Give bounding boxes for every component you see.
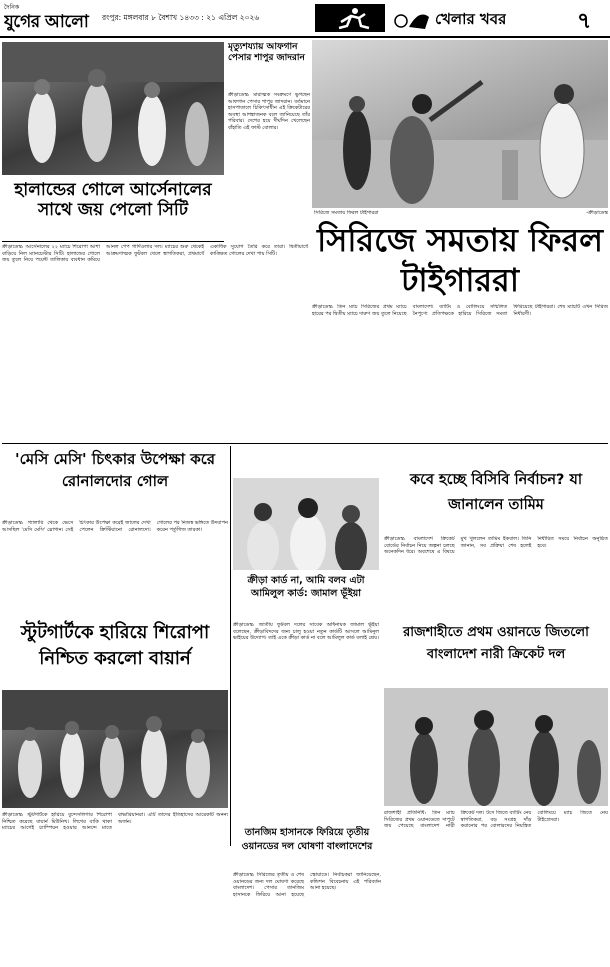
- city-headline: হালান্ডের গোলে আর্সেনালের সাথে জয় পেলো সিটি: [14, 180, 212, 221]
- tanzim-article-body: [233, 872, 381, 964]
- page-number: ৭: [577, 9, 592, 32]
- cricket-photo-credit: -ক্রীড়াডেস্ক: [586, 210, 608, 216]
- runner-icon: [315, 4, 385, 32]
- afghan-lead: ক্রীড়াডেস্ক: মারাত্মক সংক্রমণে ভুগছেন আফগান পেসার শাপুর জাদরান। বর্তমানে হাসপাতালে চিকিৎসাধীন এই ক্রিকেটারের অবস্থা আশঙ্কাজনক বলে জানিয়েছে তাঁর পরিবার। দেশের হয়ে দীর্ঘদিন খেলেছেন বাঁহাতি এই ফাস্ট বোলার।: [228, 92, 310, 131]
- cricket-photo: [312, 40, 608, 208]
- tanzim-headline: তানজিম হাসানকে ফিরিয়ে তৃতীয় ওয়ানডের দল ঘোষণা বাংলাদেশের: [241, 827, 373, 852]
- card-lead: ক্রীড়াডেস্ক: জাতীয় ফুটবল দলের সাবেক অধিনায়ক জামাল ভূঁইয়া বলেছেন, ক্রীড়াবিদদের জন্য চালু হওয়া নতুন কার্ডটি আসলে আমিনুল ভাইয়ের উদ্যোগ। তাই একে ক্রীড়া কার্ড না বলে আমিলুল কার্ড বলাই শ্রেয়।: [233, 622, 379, 642]
- women-lead: রাজশাহী প্রতিনিধি: তিন ম্যাচ সিরিজের প্রথম ওয়ানডেতে দাপুটে জয় পেয়েছে বাংলাদেশ নারী ক্রিকেট দল। টসে জিতে ব্যাটিং নেয় স্বাগতিকরা, বড় সংগ্রহ দাঁড় করানোর পর বোলারদের নিয়ন্ত্রিত বোলিংয়ে ম্যাচ জিতে নেয় টাইগ্রেসরা।: [384, 810, 608, 830]
- series-article-body: [312, 304, 608, 440]
- women-players-image: [384, 688, 608, 806]
- jamal-photo: [233, 478, 379, 570]
- batsman-image: [312, 40, 608, 208]
- players-celebrating-image: [2, 42, 224, 175]
- section-banner: [315, 4, 610, 32]
- bcb-lead: ক্রীড়াডেস্ক: বাংলাদেশ ক্রিকেট বোর্ডের নির্বাচন নিয়ে জল্পনা চলছে অনেকদিন ধরে। অবশেষে এ বিষয়ে মুখ খুললেন তামিম ইকবাল। তিনি জানান, সব প্রক্রিয়া শেষ হলেই নির্ধারিত সময়ে নির্বাচন অনুষ্ঠিত হবে।: [384, 536, 608, 556]
- award-ceremony-image: [233, 478, 379, 570]
- logo-prefix: দৈনিক: [4, 4, 20, 11]
- women-article-body: [384, 810, 608, 964]
- newspaper-logo: [4, 2, 100, 34]
- divider: [2, 241, 224, 242]
- women-headline: রাজশাহীতে প্রথম ওয়ানডে জিতলো বাংলাদেশ নারী ক্রিকেট দল: [403, 625, 589, 662]
- afghan-article-body: [228, 92, 310, 240]
- bcb-headline: কবে হচ্ছে বিসিবি নির্বাচন? যা জানালেন তামিম: [409, 472, 583, 513]
- divider: [2, 443, 608, 444]
- messi-lead: ক্রীড়াডেস্ক: গ্যালারি থেকে ভেসে আসছিল 'মেসি মেসি' স্লোগান। সেই চিৎকার উপেক্ষা করেই জালের দেখা পেলেন ক্রিস্টিয়ানো রোনালদো। গোলের পর নিজস্ব ভঙ্গিতে উদযাপন করেন পর্তুগিজ তারকা।: [2, 520, 228, 533]
- banner-black-block: [315, 4, 385, 32]
- bcb-article-body: [384, 536, 608, 618]
- women-cricket-photo: [384, 688, 608, 806]
- city-article-body: [2, 244, 308, 440]
- bayern-headline: স্টুটগার্টকে হারিয়ে শিরোপা নিশ্চিত করলো বায়ার্ন: [20, 622, 210, 669]
- card-article-body: [233, 622, 379, 724]
- card-headline: ক্রীড়া কার্ড না, আমি বলব এটা আমিলুল কার্ড: জামাল ভূঁইয়া: [247, 575, 365, 599]
- sports-icon: [393, 7, 433, 31]
- city-match-photo: [2, 42, 224, 175]
- tanzim-lead: ক্রীড়াডেস্ক: সিরিজের তৃতীয় ও শেষ ওয়ানডের জন্য দল ঘোষণা করেছে বাংলাদেশ। পেসার তানজিম হাসানকে ফিরিয়ে আনা হয়েছে স্কোয়াডে। নির্বাচকরা জানিয়েছেন, কন্ডিশন বিবেচনায় এই পরিবর্তন আনা হয়েছে।: [233, 872, 381, 898]
- section-label: খেলার খবর: [435, 10, 507, 28]
- date-line: রংপুর: মঙ্গলবার ৮ বৈশাখ ১৪৩৩ : ২১ এপ্রিল ২০২৬: [102, 13, 260, 22]
- afghan-headline: মৃত্যুশয্যায় আফগান পেসার শাপুর জাদরান: [228, 42, 305, 63]
- messi-headline: 'মেসি মেসি' চিৎকার উপেক্ষা করে রোনালদোর গোল: [15, 450, 215, 490]
- cricket-photo-caption: সিরিজে সমতায় ফিরল টাইগাররা: [314, 210, 379, 216]
- divider: [230, 446, 231, 846]
- city-lead: ক্রীড়াডেস্ক: আর্সেনালের ২২ ম্যাচে শিরোপা আশা বাড়িয়ে নিল ম্যানচেস্টার সিটি। হালান্ডের গোলে জয় তুলে নিয়ে পয়েন্ট তালিকায় ব্যবধান কমিয়ে আনল পেপ গার্দিওলার দল। ম্যাচের শুরু থেকেই আক্রমণাত্মক ফুটবল খেলে স্বাগতিকরা, প্রথমার্ধে একাধিক সুযোগ তৈরি করে তারা। দ্বিতীয়ার্ধে কাঙ্ক্ষিত গোলের দেখা পায় সিটি।: [2, 244, 308, 264]
- masthead: [0, 0, 610, 38]
- bayern-photo: [2, 690, 228, 808]
- bayern-article-body: [2, 812, 228, 962]
- messi-article-body: [2, 520, 228, 618]
- series-headline: সিরিজে সমতায় ফিরল টাইগাররা: [317, 221, 603, 299]
- logo-title: যুগের আলো: [4, 12, 89, 32]
- bayern-lead: ক্রীড়াডেস্ক: স্টুটগার্টকে হারিয়ে বুন্দেসলিগার শিরোপা নিশ্চিত করেছে বায়ার্ন মিউনিখ। লিগের বাকি থাকা ম্যাচের আগেই চ্যাম্পিয়ন হওয়ার আনন্দে মাতে বাভারিয়ানরা। এটি তাদের ইতিহাসের আরেকটি অনন্য অর্জন।: [2, 812, 228, 832]
- series-lead: ক্রীড়াডেস্ক: তিন ম্যাচ সিরিজের প্রথম ম্যাচে হারের পর দ্বিতীয় ম্যাচে দারুণ জয় তুলে নিয়েছে বাংলাদেশ। ব্যাটিং ও বোলিংয়ে সম্মিলিত নৈপুণ্যে প্রতিপক্ষকে হারিয়ে সিরিজে সমতা ফিরিয়েছে টাইগাররা। শেষ ম্যাচটি এখন সিরিজ নির্ধারণী।: [312, 304, 608, 317]
- team-celebration-image: [2, 690, 228, 808]
